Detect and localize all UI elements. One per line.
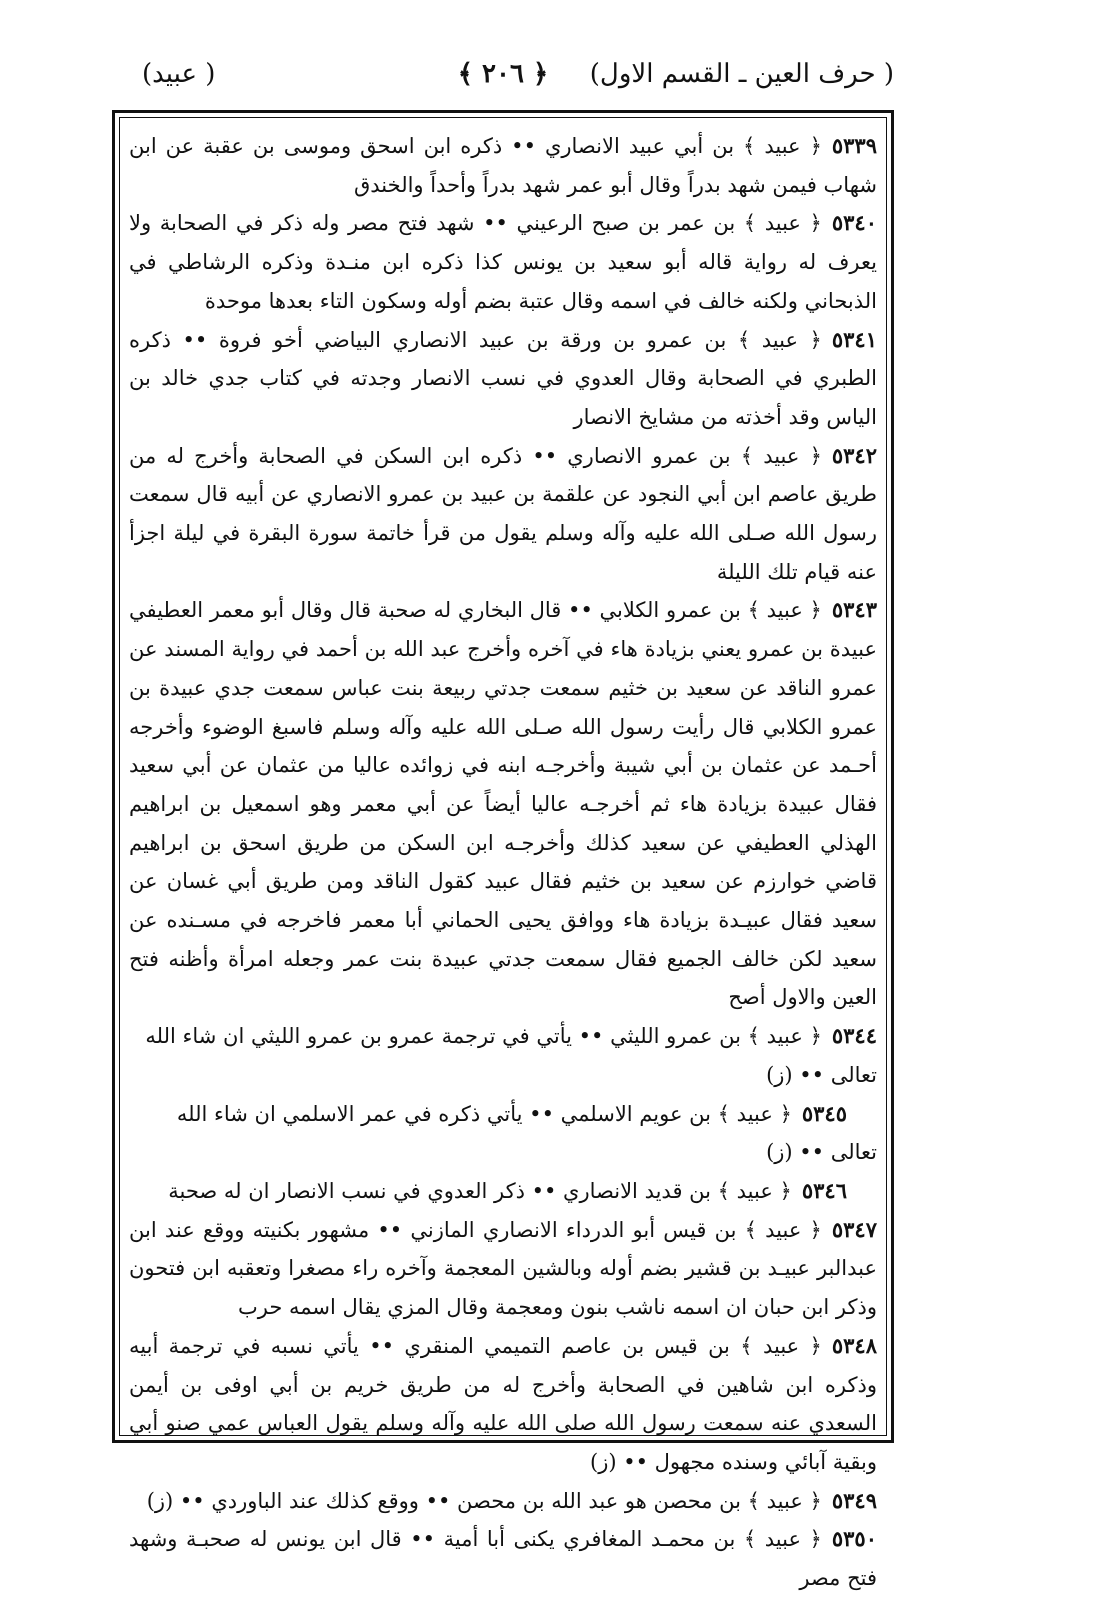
page-header bbox=[112, 52, 894, 96]
entry-5339 bbox=[129, 127, 877, 204]
entry-text: ﴿ عبيد ﴾ بن قيس بن عاصم التميمي المنقري •• يأتي نسبه في ترجمة أبيه وذكره ابن شاهين في الصحابة وأخرج له من طريق خريم بن أبي اوفى بن أيمن السعدي عنه سمعت رسول الله صلى الله عليه وآله وسلم يقول العباس عمي صنو أبي وبقية آبائي وسنده مجهول •• (ز) bbox=[129, 1333, 877, 1474]
running-head-entry: ( عبيد) bbox=[142, 59, 216, 89]
entry-number: ٥٣٤٦ bbox=[801, 1177, 847, 1203]
entry-text: ﴿ عبيد ﴾ بن عمر بن صبح الرعيني •• شهد فتح مصر وله ذكر في الصحابة ولا يعرف له رواية قاله أبو سعيد بن يونس كذا ذكره ابن منـدة وذكره الرشاطي في الذبحاني ولكنه خالف في اسمه وقال عتبة بضم أوله وسكون التاء بعدها موحدة bbox=[129, 211, 877, 313]
entry-5349 bbox=[129, 1482, 877, 1521]
entry-number: ٥٣٤٤ bbox=[831, 1023, 877, 1049]
chapter-title: ( حرف العين ـ القسم الاول) bbox=[589, 59, 894, 89]
entry-text: ﴿ عبيد ﴾ بن أبي عبيد الانصاري •• ذكره ابن اسحق وموسى بن عقبة عن ابن شهاب فيمن شهد بدراً وقال أبو عمر شهد بدراً وأحداً والخندق bbox=[129, 134, 877, 197]
entry-number: ٥٣٥٠ bbox=[831, 1526, 877, 1552]
entry-text: ﴿ عبيد ﴾ بن عويم الاسلمي •• يأتي ذكره في عمر الاسلمي ان شاء الله تعالى •• (ز) bbox=[176, 1101, 877, 1165]
entry-number: ٥٣٤٣ bbox=[831, 597, 877, 623]
entry-5346 bbox=[129, 1172, 877, 1211]
entry-text: ﴿ عبيد ﴾ بن عمرو بن ورقة بن عبيد الانصاري البياضي أخو فروة •• ذكره الطبري في الصحابة وقال العدوي في نسب الانصار وجدته في كتاب جدي خالد بن الياس وقد أخذته من مشايخ الانصار bbox=[129, 327, 877, 429]
entry-number: ٥٣٣٩ bbox=[831, 133, 877, 158]
entry-number: ٥٣٤٥ bbox=[801, 1100, 847, 1126]
entry-5347 bbox=[129, 1211, 877, 1327]
entry-text: ﴿ عبيد ﴾ بن عمرو الليثي •• يأتي في ترجمة عمرو بن عمرو الليثي ان شاء الله تعالى •• (ز) bbox=[145, 1024, 877, 1087]
entry-5341 bbox=[129, 321, 877, 437]
page-body bbox=[129, 127, 877, 1591]
entry-number: ٥٣٤٧ bbox=[831, 1216, 877, 1242]
entry-5344 bbox=[129, 1017, 877, 1094]
entry-number: ٥٣٤٠ bbox=[831, 210, 877, 236]
entry-number: ٥٣٤١ bbox=[831, 326, 877, 352]
entry-text: ﴿ عبيد ﴾ بن عمرو الكلابي •• قال البخاري له صحبة قال وقال أبو معمر العطيفي عبيدة بن عمرو يعني بزيادة هاء في آخره وأخرج عبد الله بن أحمد في رواية المسند عن عمرو الناقد عن سعيد بن خثيم سمعت جدتي ربيعة بنت عباس سمعت جدي عبيدة بن عمرو الكلابي قال رأيت رسول الله صـلى الله عليه وآله وسلم فاسبغ الوضوء وأخرجه أحـمد عن عثمان بن أبي شيبة وأخرجـه ابنه في زوائده عاليا من عثمان عن أبي سعيد فقال عبيدة بزيادة هاء ثم أخرجـه عاليا أيضاً عن أبي معمر وهو اسمعيل بن ابراهيم الهذلي العطيفي عن سعيد كذلك وأخرجـه ابن السكن من طريق اسحق بن ابراهيم قاضي خوارزم عن سعيد بن خثيم فقال عبيد كقول الناقد ومن طريق أبي غسان عن سعيد فقال عبيـدة بزيادة هاء ووافق يحيى الحماني أبا معمر فاخرجه في مسـنده عن سعيد لكن خالف الجميع فقال سمعت جدتي عبيدة بنت عمر وجعله امرأة وأظنه فتح العين والاول أصح bbox=[129, 598, 877, 1010]
entry-5348 bbox=[129, 1327, 877, 1482]
entry-text: ﴿ عبيد ﴾ بن محصن هو عبد الله بن محصن •• ووقع كذلك عند الباوردي •• (ز) bbox=[146, 1488, 822, 1513]
entry-text: ﴿ عبيد ﴾ بن قيس أبو الدرداء الانصاري المازني •• مشهور بكنيته ووقع عند ابن عبدالبر عبيـد بن قشير بضم أوله وبالشين المعجمة وآخره راء مصغرا وتعقبه ابن فتحون وذكر ابن حبان ان اسمه ناشب بنون ومعجمة وقال المزي يقال اسمه حرب bbox=[129, 1217, 877, 1320]
entry-number: ٥٣٤٩ bbox=[831, 1487, 877, 1513]
entry-text: ﴿ عبيد ﴾ بن محمـد المغافري يكنى أبا أمية •• قال ابن يونس له صحبـة وشهد فتح مصر bbox=[129, 1527, 877, 1591]
entry-number: ٥٣٤٨ bbox=[831, 1332, 877, 1358]
page-frame bbox=[112, 110, 894, 1591]
entry-5345 bbox=[129, 1095, 877, 1172]
entry-5340 bbox=[129, 204, 877, 320]
entry-text: ﴿ عبيد ﴾ بن عمرو الانصاري •• ذكره ابن السكن في الصحابة وأخرج له من طريق عاصم ابن أبي النجود عن علقمة بن عبيد بن عمرو الانصاري عن أبيه قال سمعت رسول الله صـلى الله عليه وآله وسلم يقول من قرأ خاتمة سورة البقرة في ليلة اجزأ عنه قيام تلك الليلة bbox=[129, 443, 877, 584]
page-number: ﴿ ٢٠٦ ﴾ bbox=[457, 59, 549, 89]
entry-5342 bbox=[129, 437, 877, 592]
entry-5343 bbox=[129, 591, 877, 1017]
entry-number: ٥٣٤٢ bbox=[831, 442, 877, 468]
entry-text: ﴿ عبيد ﴾ بن قديد الانصاري •• ذكر العدوي في نسب الانصار ان له صحبة bbox=[168, 1178, 792, 1203]
entry-5350 bbox=[129, 1520, 877, 1597]
